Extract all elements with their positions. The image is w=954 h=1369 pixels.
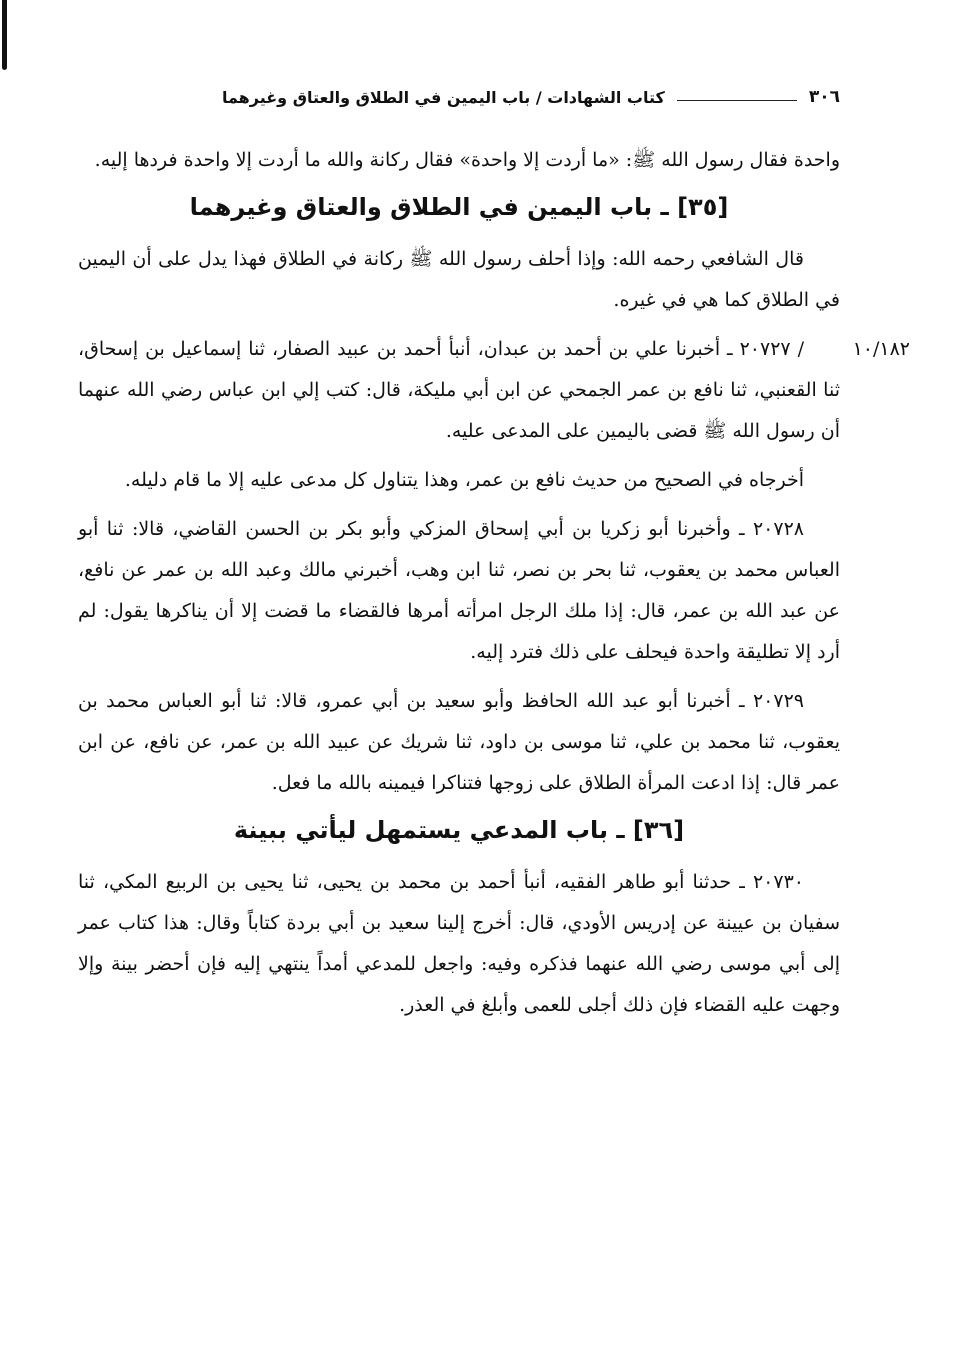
- running-title: كتاب الشهادات / باب اليمين في الطلاق والعتاق وغيرهما: [221, 87, 665, 107]
- shafii-paragraph: قال الشافعي رحمه الله: وإذا أحلف رسول الله ﷺ ركانة في الطلاق فهذا يدل على أن اليمين في الطلاق كما هي في غيره.: [78, 248, 840, 311]
- binding-edge-mark: [2, 0, 7, 70]
- section-36-heading: [٣٦] ـ باب المدعي يستمهل ليأتي ببينة: [233, 816, 685, 844]
- hadith-20730: ٢٠٧٣٠ ـ حدثنا أبو طاهر الفقيه، أنبأ أحمد بن محمد بن يحيى، ثنا يحيى بن الربيع المكي، ثنا سفيان بن عيينة عن إدريس الأودي، قال: أخرج إلينا سعيد بن أبي بردة كتاباً وقال: هذا كتاب عمر إلى أبي موسى رضي الله عنهما فذكره وفيه: واجعل للمدعي أمداً ينتهي إليه فإن أحضر بينة وإلا وجهت عليه القضاء فإن ذلك أجلى للعمى وأبلغ في العذر.: [78, 871, 840, 1016]
- running-header: [78, 82, 840, 112]
- book-page: [78, 82, 910, 1026]
- margin-reference: ١٠/١٨٢: [852, 338, 910, 360]
- continuation-paragraph: واحدة فقال رسول الله ﷺ: «ما أردت إلا واحدة» فقال ركانة والله ما أردت إلا واحدة فردها إليه.: [94, 149, 840, 171]
- page-number: ٣٠٦: [808, 87, 840, 107]
- hadith-20728: ٢٠٧٢٨ ـ وأخبرنا أبو زكريا بن أبي إسحاق المزكي وأبو بكر بن الحسن القاضي، قالا: ثنا أبو العباس محمد بن يعقوب، ثنا بحر بن نصر، ثنا ابن وهب، أخبرني مالك وعبد الله بن عمر عن نافع، عن عبد الله بن عمر، قال: إذا ملك الرجل امرأته أمرها فالقضاء ما قضت إلا أن يناكرها يقول: لم أرد إلا تطليقة واحدة فيحلف على ذلك فترد إليه.: [78, 518, 840, 663]
- hadith-20727: / ٢٠٧٢٧ ـ أخبرنا علي بن أحمد بن عبدان، أنبأ أحمد بن عبيد الصفار، ثنا إسماعيل بن إسحاق، ثنا القعنبي، ثنا نافع بن عمر الجمحي عن ابن أبي مليكة، قال: كتب إلي ابن عباس رضي الله عنهما أن رسول الله ﷺ قضى باليمين على المدعى عليه.: [78, 338, 840, 442]
- header-rule: [677, 100, 797, 101]
- section-35-heading: [٣٥] ـ باب اليمين في الطلاق والعتاق وغيرهما: [189, 193, 729, 221]
- commentary-paragraph: أخرجاه في الصحيح من حديث نافع بن عمر، وهذا يتناول كل مدعى عليه إلا ما قام دليله.: [124, 469, 804, 491]
- hadith-20729: ٢٠٧٢٩ ـ أخبرنا أبو عبد الله الحافظ وأبو سعيد بن أبي عمرو، قالا: ثنا أبو العباس محمد بن يعقوب، ثنا محمد بن علي، ثنا موسى بن داود، ثنا شريك عن عبيد الله بن عمر، عن نافع، عن ابن عمر قال: إذا ادعت المرأة الطلاق على زوجها فتناكرا فيمينه بالله ما فعل.: [78, 690, 840, 794]
- hadith-20727-block: [78, 329, 910, 452]
